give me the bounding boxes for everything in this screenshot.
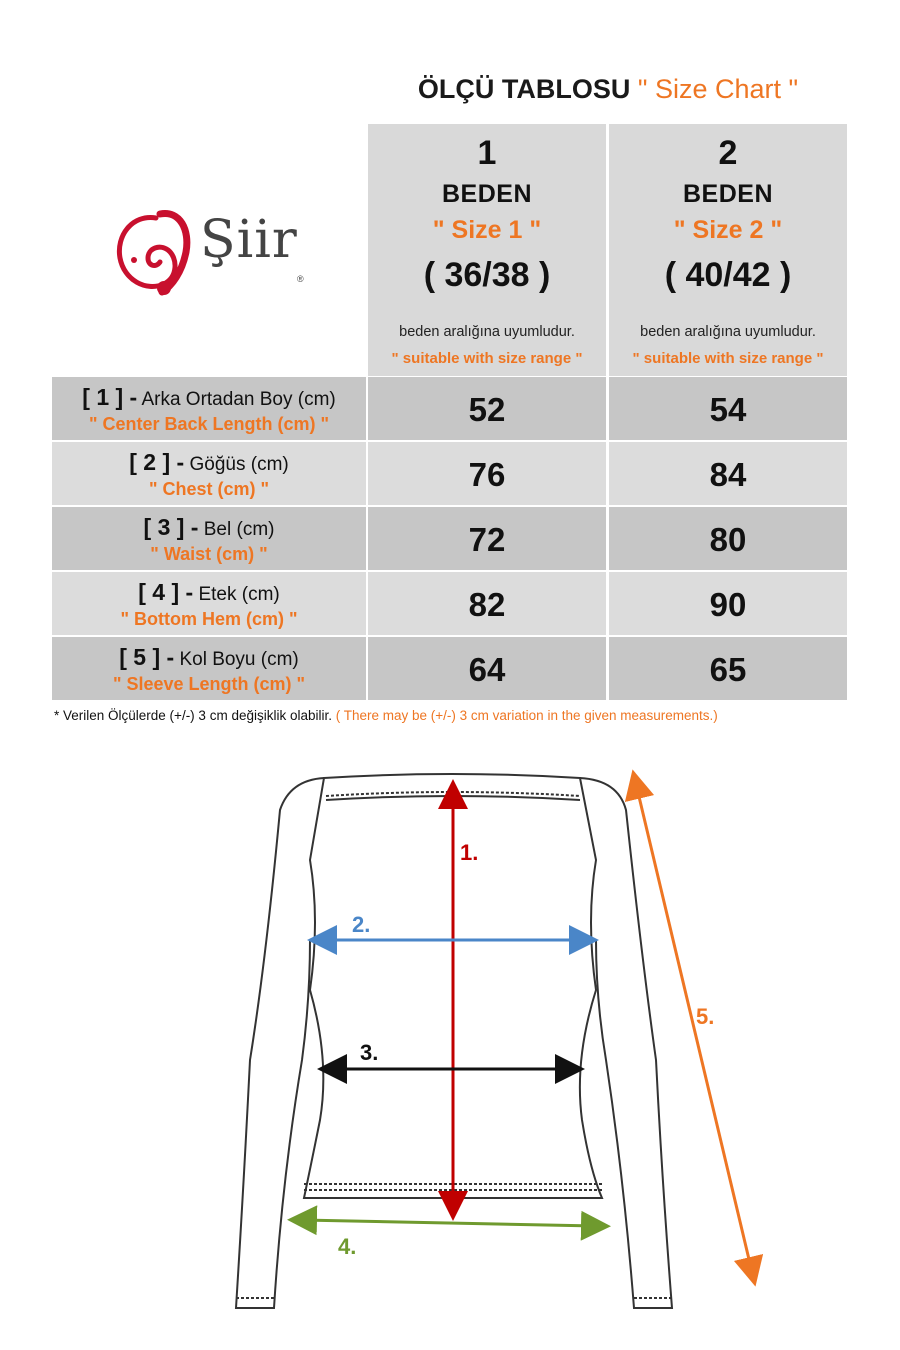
range-note: beden aralığına uyumludur.: [399, 324, 575, 340]
row-label-tr: Etek (cm): [198, 584, 280, 605]
table-row: [52, 377, 848, 440]
size-1-header: [368, 124, 606, 376]
row-label-en: " Center Back Length (cm) ": [88, 414, 330, 434]
size-2-value: 54: [609, 377, 847, 440]
title-tr: ÖLÇÜ TABLOSU: [417, 74, 631, 104]
size-1-value: 82: [368, 572, 606, 635]
row-label: [52, 572, 366, 635]
size-1-value: 52: [368, 377, 606, 440]
row-label-tr: Kol Boyu (cm): [179, 649, 299, 670]
label-1: 1.: [460, 840, 479, 865]
row-index: [ 4 ] -: [138, 579, 194, 605]
table-row: [52, 572, 848, 635]
row-label-tr: Bel (cm): [203, 519, 275, 540]
row-index: [ 2 ] -: [129, 449, 185, 475]
row-label: [52, 377, 366, 440]
row-label-tr: Arka Ortadan Boy (cm): [141, 389, 336, 410]
size-2-value: 80: [609, 507, 847, 570]
size-number: 1: [477, 134, 497, 172]
row-label-en: " Sleeve Length (cm) ": [112, 674, 306, 694]
row-label-en: " Bottom Hem (cm) ": [120, 609, 298, 629]
row-label: [52, 507, 366, 570]
range-note-en: " suitable with size range ": [391, 350, 583, 367]
brand-logo: [112, 200, 322, 310]
footnote-en: ( There may be (+/-) 3 cm variation in the given measurements.): [335, 708, 718, 723]
row-index: [ 3 ] -: [143, 514, 199, 540]
title-en: " Size Chart ": [637, 74, 799, 104]
hem-arrow: [302, 1220, 596, 1226]
row-label-tr: Göğüs (cm): [189, 454, 289, 475]
label-4: 4.: [338, 1234, 357, 1259]
row-label-en: " Waist (cm) ": [150, 544, 268, 564]
range-note: beden aralığına uyumludur.: [640, 324, 816, 340]
row-label-en: " Chest (cm) ": [148, 479, 270, 499]
table-row: [52, 442, 848, 505]
size-en: " Size 2 ": [673, 216, 783, 244]
size-2-value: 90: [609, 572, 847, 635]
brand-name: Şiir: [200, 210, 298, 270]
row-index: [ 5 ] -: [119, 644, 175, 670]
garment-diagram: [150, 760, 770, 1320]
registered-mark: ®: [297, 274, 304, 284]
page-title: [368, 74, 848, 105]
label-5: 5.: [696, 1004, 715, 1029]
size-number: 2: [718, 134, 738, 172]
row-index: [ 1 ] -: [82, 384, 138, 410]
beden-label: BEDEN: [441, 180, 532, 208]
size-range: ( 36/38 ): [423, 256, 551, 294]
label-3: 3.: [360, 1040, 379, 1065]
size-en: " Size 1 ": [432, 216, 542, 244]
beden-label: BEDEN: [682, 180, 773, 208]
size-1-value: 76: [368, 442, 606, 505]
size-1-value: 64: [368, 637, 606, 700]
size-2-value: 65: [609, 637, 847, 700]
label-2: 2.: [352, 912, 371, 937]
footnote: [54, 708, 718, 723]
size-range: ( 40/42 ): [664, 256, 792, 294]
size-1-value: 72: [368, 507, 606, 570]
table-row: [52, 637, 848, 700]
sleeve-arrow: [636, 784, 752, 1272]
range-note-en: " suitable with size range ": [632, 350, 824, 367]
size-2-value: 84: [609, 442, 847, 505]
size-2-header: [609, 124, 847, 376]
row-label: [52, 637, 366, 700]
row-label: [52, 442, 366, 505]
footnote-tr: * Verilen Ölçülerde (+/-) 3 cm değişiklik olabilir.: [54, 708, 332, 723]
table-row: [52, 507, 848, 570]
garment-diagram-svg: [150, 760, 770, 1320]
